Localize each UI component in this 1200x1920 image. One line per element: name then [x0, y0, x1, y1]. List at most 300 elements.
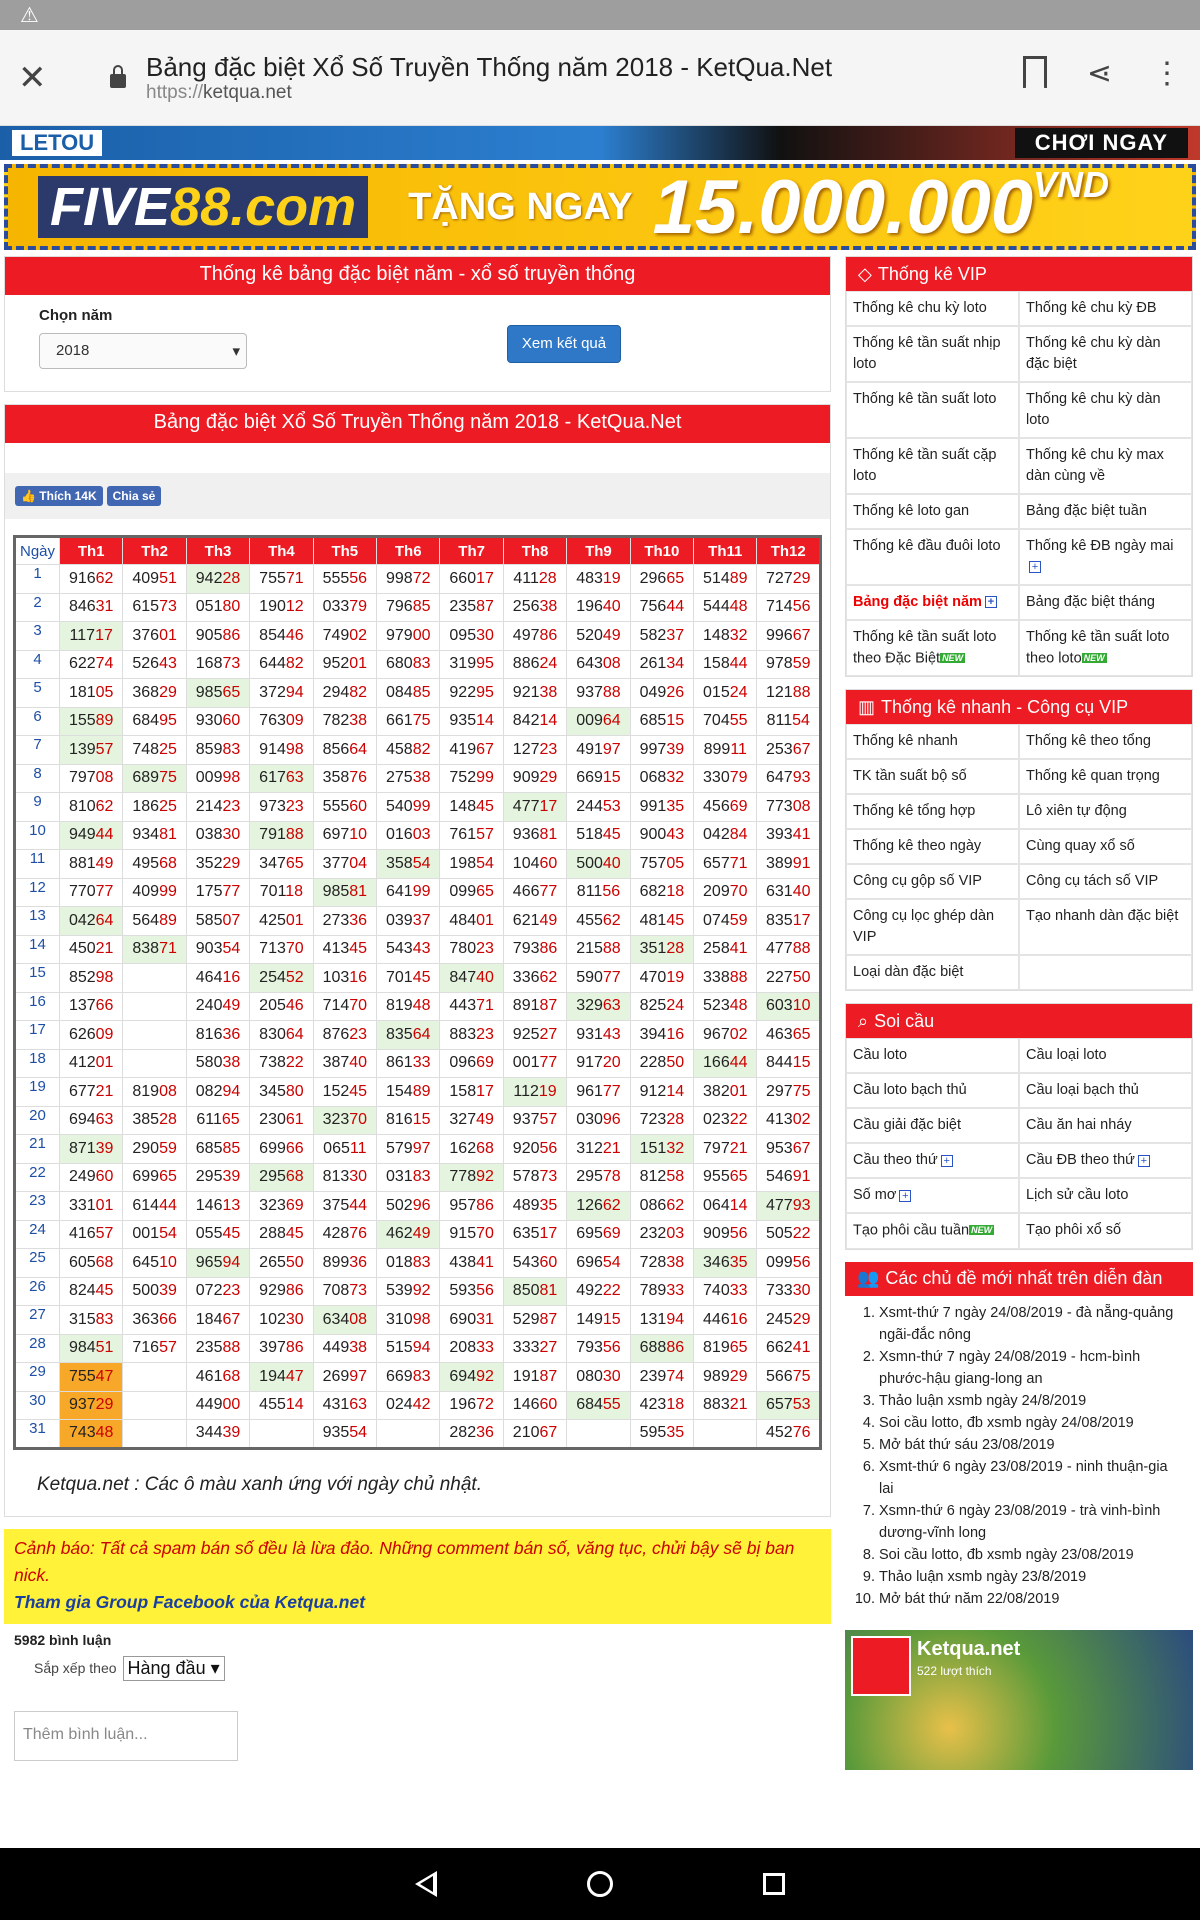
result-suffix: 88 — [729, 968, 748, 986]
result-suffix: 23 — [349, 1025, 368, 1043]
result-suffix: 12 — [285, 598, 304, 616]
expand-icon[interactable]: + — [941, 1155, 953, 1167]
result-prefix: 269 — [322, 1367, 350, 1385]
table-row — [15, 1192, 821, 1221]
result-suffix: 23 — [476, 940, 494, 958]
result-cell — [694, 565, 757, 594]
soicau-item[interactable]: Cầu loại bạch thủ — [1019, 1073, 1192, 1108]
result-prefix: 413 — [322, 940, 350, 958]
result-prefix: 209 — [703, 883, 730, 901]
quick-item[interactable]: Thống kê theo ngày — [846, 829, 1019, 864]
facebook-page-card[interactable] — [845, 1630, 1193, 1770]
vip-item[interactable]: Thống kê chu kỳ max dàn cùng về — [1019, 438, 1192, 494]
table-row — [15, 992, 821, 1021]
result-suffix: 03 — [412, 826, 431, 844]
result-cell — [250, 1106, 313, 1135]
result-prefix: 492 — [576, 1282, 603, 1300]
result-cell — [250, 707, 313, 736]
result-cell — [440, 622, 503, 651]
result-prefix: 376 — [132, 626, 160, 644]
forum-topic-link[interactable]: 8. Soi cầu lotto, đb xsmb ngày 23/08/2019 — [879, 1544, 1185, 1566]
result-cell — [503, 1135, 566, 1164]
result-cell — [60, 1363, 123, 1392]
result-suffix: 22 — [792, 1225, 811, 1243]
result-prefix: 842 — [512, 712, 540, 730]
result-prefix: 696 — [576, 1253, 603, 1271]
result-suffix: 86 — [476, 1196, 494, 1214]
result-cell — [377, 650, 440, 679]
result-prefix: 256 — [512, 598, 540, 616]
result-prefix: 838 — [132, 940, 160, 958]
day-cell: 27 — [15, 1306, 60, 1335]
ad-banner-letou[interactable] — [0, 126, 1200, 160]
result-prefix: 952 — [322, 655, 350, 673]
result-cell — [757, 1106, 821, 1135]
day-cell: 16 — [15, 992, 60, 1021]
result-prefix: 626 — [68, 1025, 96, 1043]
result-cell — [377, 1049, 440, 1078]
result-cell — [440, 907, 503, 936]
result-cell — [123, 1391, 186, 1420]
result-cell — [440, 992, 503, 1021]
result-cell — [503, 1363, 566, 1392]
result-cell — [377, 679, 440, 708]
soicau-item[interactable]: Cầu loto bạch thủ — [846, 1073, 1019, 1108]
result-suffix: 30 — [285, 1310, 304, 1328]
vip-item[interactable]: Thống kê tần suất loto theo Đặc Biệt NEW — [846, 620, 1019, 676]
ad-cta: CHƠI NGAY — [1015, 128, 1188, 158]
result-prefix: 282 — [449, 1424, 477, 1442]
result-prefix: 068 — [639, 769, 667, 787]
result-cell — [503, 1078, 566, 1107]
result-prefix: 716 — [132, 1339, 160, 1357]
vip-item[interactable]: Bảng đặc biệt tuần — [1019, 494, 1192, 529]
vip-item[interactable]: Thống kê chu kỳ dàn đặc biệt — [1019, 326, 1192, 382]
result-cell — [123, 764, 186, 793]
result-cell — [503, 764, 566, 793]
forum-topic-link[interactable]: 1. Xsmt-thứ 7 ngày 24/08/2019 - đà nẵng-quảng ngãi-đắc nông — [879, 1302, 1185, 1346]
result-suffix: 43 — [602, 1025, 621, 1043]
result-prefix: 158 — [449, 1082, 477, 1100]
android-nav-bar — [0, 1848, 1200, 1920]
result-prefix: 791 — [259, 826, 286, 844]
result-suffix: 57 — [95, 740, 114, 758]
result-prefix: 351 — [639, 940, 667, 958]
expand-icon[interactable]: + — [1138, 1155, 1150, 1167]
quick-item[interactable]: Lô xiên tự động — [1019, 794, 1192, 829]
result-prefix: 254 — [259, 968, 286, 986]
column-header: Th11 — [694, 537, 757, 565]
result-cell — [757, 736, 821, 765]
result-suffix: 95 — [159, 712, 177, 730]
result-prefix: 846 — [68, 598, 96, 616]
result-prefix: 677 — [68, 1082, 96, 1100]
soicau-item[interactable]: Số mơ + — [846, 1178, 1019, 1213]
result-cell — [694, 764, 757, 793]
result-suffix: 63 — [95, 1111, 114, 1129]
result-prefix: 477 — [512, 797, 540, 815]
result-prefix: 916 — [68, 569, 96, 587]
result-cell — [250, 907, 313, 936]
facebook-group-link[interactable]: Tham gia Group Facebook của Ketqua.net — [14, 1591, 366, 1612]
forum-topic-link[interactable]: 7. Xsmn-thứ 6 ngày 23/08/2019 - trà vinh-bình dương-vĩnh long — [879, 1500, 1185, 1544]
result-suffix: 21 — [95, 940, 114, 958]
result-suffix: 28 — [159, 1111, 177, 1129]
quick-item[interactable]: TK tần suất bộ số — [846, 759, 1019, 794]
result-suffix: 76 — [349, 769, 368, 787]
result-cell — [567, 1049, 630, 1078]
result-cell — [377, 1334, 440, 1363]
result-suffix: 49 — [539, 911, 558, 929]
result-prefix: 694 — [449, 1367, 477, 1385]
result-cell — [567, 1334, 630, 1363]
sort-dropdown[interactable]: Hàng đầu ▾ — [123, 1656, 225, 1681]
result-prefix: 096 — [449, 1054, 477, 1072]
result-suffix: 74 — [666, 1367, 685, 1385]
result-cell — [503, 736, 566, 765]
result-cell — [567, 1135, 630, 1164]
result-prefix: 543 — [385, 940, 413, 958]
result-cell — [694, 707, 757, 736]
soicau-item[interactable]: Cầu ăn hai nháy — [1019, 1108, 1192, 1143]
result-suffix: 93 — [792, 769, 811, 787]
result-suffix: 92 — [476, 1367, 494, 1385]
result-cell — [567, 907, 630, 936]
spam-warning — [4, 1529, 831, 1624]
result-prefix: 819 — [385, 997, 413, 1015]
forum-topic-link[interactable]: 2. Xsmn-thứ 7 ngày 24/08/2019 - hcm-bình phước-hậu giang-long an — [879, 1346, 1185, 1390]
day-cell: 31 — [15, 1420, 60, 1449]
result-cell — [313, 1049, 376, 1078]
result-prefix: 372 — [259, 683, 286, 701]
address-area[interactable] — [146, 52, 832, 104]
result-suffix: 40 — [349, 1054, 368, 1072]
result-suffix: 48 — [412, 997, 431, 1015]
result-suffix: 16 — [666, 1025, 685, 1043]
quick-item[interactable]: Thống kê tổng hợp — [846, 794, 1019, 829]
result-cell — [694, 1135, 757, 1164]
result-cell — [567, 565, 630, 594]
result-prefix: 635 — [512, 1225, 540, 1243]
result-prefix: 099 — [449, 883, 477, 901]
result-cell — [757, 992, 821, 1021]
result-prefix: 657 — [703, 854, 730, 872]
result-cell — [60, 1135, 123, 1164]
result-cell — [123, 992, 186, 1021]
result-suffix: 68 — [476, 1139, 494, 1157]
result-suffix: 87 — [539, 1367, 558, 1385]
result-prefix: 336 — [512, 968, 540, 986]
result-prefix: 909 — [703, 1225, 730, 1243]
vip-item[interactable]: Bảng đặc biệt tháng — [1019, 585, 1192, 620]
result-prefix: 579 — [385, 1139, 413, 1157]
day-cell: 19 — [15, 1078, 60, 1107]
quick-item[interactable]: Tạo nhanh dàn đặc biệt — [1019, 899, 1192, 955]
soicau-item[interactable]: Lịch sử cầu loto — [1019, 1178, 1192, 1213]
result-prefix: 462 — [385, 1225, 413, 1243]
expand-icon[interactable]: + — [1029, 561, 1041, 573]
forum-topic-link[interactable]: 5. Mở bát thứ sáu 23/08/2019 — [879, 1434, 1185, 1456]
result-suffix: 19 — [666, 968, 685, 986]
forum-topic-link[interactable]: 3. Thảo luận xsmb ngày 24/8/2019 — [879, 1390, 1185, 1412]
result-cell — [377, 935, 440, 964]
vip-item[interactable]: Bảng đặc biệt năm + — [846, 585, 1019, 620]
result-prefix: 660 — [449, 569, 477, 587]
forum-topic-link[interactable]: 4. Soi cầu lotto, đb xsmb ngày 24/08/2019 — [879, 1412, 1185, 1434]
view-results-button[interactable]: Xem kết quả — [507, 325, 621, 363]
result-suffix: 54 — [602, 1253, 621, 1271]
result-cell — [60, 935, 123, 964]
result-suffix: 64 — [285, 1025, 304, 1043]
expand-icon[interactable]: + — [985, 596, 997, 608]
result-prefix: 455 — [259, 1396, 286, 1414]
result-prefix: 290 — [132, 1139, 160, 1157]
result-suffix: 14 — [539, 712, 558, 730]
quick-item[interactable]: Thống kê theo tổng — [1019, 724, 1192, 759]
result-cell — [186, 935, 249, 964]
soicau-item[interactable]: Cầu giải đặc biệt — [846, 1108, 1019, 1143]
result-prefix: 991 — [639, 797, 667, 815]
vip-item[interactable]: Thống kê loto gan — [846, 494, 1019, 529]
quick-item[interactable]: Loại dàn đặc biệt — [846, 955, 1019, 990]
result-prefix: 566 — [765, 1367, 793, 1385]
result-cell — [757, 850, 821, 879]
table-row — [15, 1220, 821, 1249]
result-cell — [313, 1306, 376, 1335]
fb-like-button[interactable]: 👍 Thích 14K — [15, 486, 103, 506]
result-suffix: 86 — [222, 626, 241, 644]
result-prefix: 273 — [322, 911, 350, 929]
result-suffix: 67 — [792, 1139, 811, 1157]
soicau-item[interactable]: Cầu loto — [846, 1038, 1019, 1073]
result-cell — [377, 793, 440, 822]
year-filter-panel — [4, 256, 831, 392]
result-cell — [503, 1163, 566, 1192]
table-row — [15, 679, 821, 708]
result-cell — [186, 736, 249, 765]
table-row — [15, 1021, 821, 1050]
result-cell — [757, 622, 821, 651]
bookmark-icon[interactable] — [1023, 56, 1047, 88]
result-cell — [630, 565, 693, 594]
result-suffix: 68 — [95, 1253, 114, 1271]
result-suffix: 86 — [285, 1282, 304, 1300]
soicau-item[interactable]: Cầu theo thứ + — [846, 1143, 1019, 1178]
result-prefix: 684 — [132, 712, 160, 730]
year-label: Chọn năm — [39, 307, 113, 324]
result-prefix: 985 — [195, 683, 223, 701]
result-cell — [60, 1163, 123, 1192]
result-cell — [503, 1220, 566, 1249]
result-suffix: 54 — [159, 1225, 177, 1243]
soicau-item[interactable]: Tạo phôi cầu tuần NEW — [846, 1213, 1019, 1248]
result-cell — [757, 764, 821, 793]
result-cell — [186, 1220, 249, 1249]
result-suffix: 70 — [285, 940, 304, 958]
home-icon[interactable] — [587, 1871, 613, 1897]
vip-item[interactable]: Thống kê chu kỳ dàn loto — [1019, 382, 1192, 438]
result-suffix: 81 — [349, 883, 368, 901]
fb-share-button[interactable]: Chia sẻ — [107, 486, 162, 506]
result-suffix: 09 — [95, 1025, 114, 1043]
result-cell — [630, 707, 693, 736]
result-cell — [630, 736, 693, 765]
result-prefix: 937 — [68, 1396, 96, 1414]
result-cell — [757, 1135, 821, 1164]
forum-topic-link[interactable]: 6. Xsmt-thứ 6 ngày 23/08/2019 - ninh thuận-gia lai — [879, 1456, 1185, 1500]
result-cell — [60, 593, 123, 622]
soicau-item[interactable]: Tạo phôi xổ số — [1019, 1213, 1192, 1248]
soicau-item[interactable]: Cầu ĐB theo thứ + — [1019, 1143, 1192, 1178]
result-cell — [757, 1021, 821, 1050]
result-suffix: 60 — [349, 797, 368, 815]
result-suffix: 62 — [95, 569, 114, 587]
result-prefix: 544 — [703, 598, 730, 616]
ketqua-logo — [851, 1636, 911, 1696]
result-suffix: 40 — [602, 854, 621, 872]
result-prefix: 824 — [68, 1282, 96, 1300]
result-cell — [630, 1192, 693, 1221]
result-suffix: 94 — [222, 1082, 241, 1100]
result-prefix: 463 — [765, 1025, 793, 1043]
day-cell: 3 — [15, 622, 60, 651]
result-prefix: 755 — [68, 1367, 96, 1385]
result-prefix: 295 — [259, 1168, 286, 1186]
quick-item[interactable]: Thống kê nhanh — [846, 724, 1019, 759]
result-suffix: 85 — [222, 1139, 241, 1157]
vip-item[interactable]: Thống kê đầu đuôi loto — [846, 529, 1019, 585]
result-cell — [694, 650, 757, 679]
result-suffix: 15 — [602, 769, 621, 787]
result-cell — [757, 964, 821, 993]
result-suffix: 31 — [476, 1310, 494, 1328]
result-prefix: 409 — [132, 883, 160, 901]
result-suffix: 70 — [349, 1111, 368, 1129]
result-prefix: 934 — [132, 826, 160, 844]
result-suffix: 35 — [666, 797, 685, 815]
result-prefix: 428 — [322, 1225, 350, 1243]
table-row — [15, 1078, 821, 1107]
comment-input[interactable]: Thêm bình luận... — [14, 1711, 238, 1761]
result-suffix: 77 — [539, 883, 558, 901]
result-cell — [440, 935, 503, 964]
result-prefix: 645 — [132, 1253, 160, 1271]
column-header: Th7 — [440, 537, 503, 565]
result-prefix: 015 — [703, 683, 730, 701]
table-row — [15, 850, 821, 879]
result-cell — [60, 764, 123, 793]
result-prefix: 387 — [322, 1054, 350, 1072]
result-cell — [503, 1277, 566, 1306]
share-icon[interactable]: ⋖ — [1086, 57, 1112, 90]
result-suffix: 35 — [729, 1253, 748, 1271]
result-cell — [694, 1163, 757, 1192]
result-prefix: 847 — [449, 968, 477, 986]
expand-icon[interactable]: + — [899, 1190, 911, 1202]
result-suffix: 94 — [412, 1339, 431, 1357]
result-suffix: 01 — [95, 1054, 114, 1072]
result-suffix: 61 — [285, 1111, 304, 1129]
quick-item[interactable]: Thống kê quan trọng — [1019, 759, 1192, 794]
back-icon[interactable] — [415, 1871, 437, 1897]
result-suffix: 76 — [792, 1424, 811, 1442]
quick-item[interactable]: Công cụ gộp số VIP — [846, 864, 1019, 899]
result-prefix: 449 — [195, 1396, 223, 1414]
result-cell — [440, 821, 503, 850]
vip-item[interactable]: Thống kê chu kỳ ĐB — [1019, 291, 1192, 326]
vip-item[interactable]: Thống kê chu kỳ loto — [846, 291, 1019, 326]
result-prefix: 249 — [68, 1168, 96, 1186]
quick-item[interactable]: Công cụ lọc ghép dàn VIP — [846, 899, 1019, 955]
result-cell — [694, 1391, 757, 1420]
result-prefix: 431 — [322, 1396, 350, 1414]
result-suffix: 72 — [412, 569, 431, 587]
result-prefix: 214 — [195, 797, 223, 815]
vip-item[interactable]: Thống kê ĐB ngày mai+ — [1019, 529, 1192, 585]
result-prefix: 331 — [68, 1196, 96, 1214]
result-cell — [440, 1163, 503, 1192]
result-prefix: 495 — [132, 854, 160, 872]
ad-banner-five88[interactable] — [4, 164, 1196, 250]
result-prefix: 813 — [322, 1168, 350, 1186]
close-icon[interactable]: ✕ — [18, 58, 47, 97]
result-cell — [313, 1391, 376, 1420]
result-prefix: 708 — [322, 1282, 350, 1300]
vip-item[interactable]: Thống kê tần suất loto theo loto NEW — [1019, 620, 1192, 676]
result-prefix: 949 — [68, 826, 96, 844]
recents-icon[interactable] — [763, 1873, 785, 1895]
result-suffix: 13 — [222, 1196, 241, 1214]
year-select[interactable]: 2018 ▾ — [39, 333, 247, 369]
result-prefix: 103 — [322, 968, 350, 986]
result-suffix: 77 — [539, 1054, 558, 1072]
result-prefix: 072 — [195, 1282, 223, 1300]
soicau-item[interactable]: Cầu loại loto — [1019, 1038, 1192, 1073]
quick-item[interactable]: Công cụ tách số VIP — [1019, 864, 1192, 899]
result-cell — [567, 935, 630, 964]
forum-topic-link[interactable]: 10. Mở bát thứ năm 22/08/2019 — [879, 1588, 1185, 1610]
result-cell — [694, 935, 757, 964]
result-prefix: 148 — [449, 797, 477, 815]
result-suffix: 54 — [222, 940, 241, 958]
more-menu-icon[interactable]: ⋮ — [1152, 57, 1182, 90]
vip-item[interactable]: Thống kê tần suất nhịp loto — [846, 326, 1019, 382]
result-prefix: 661 — [385, 712, 413, 730]
result-suffix: 54 — [349, 1424, 368, 1442]
result-prefix: 363 — [132, 1310, 160, 1328]
result-suffix: 83 — [95, 1310, 114, 1328]
result-prefix: 967 — [703, 1025, 730, 1043]
result-suffix: 62 — [602, 1196, 621, 1214]
day-cell: 12 — [15, 878, 60, 907]
result-cell — [313, 1249, 376, 1278]
result-cell — [440, 565, 503, 594]
forum-topic-link[interactable]: 9. Thảo luận xsmb ngày 23/8/2019 — [879, 1566, 1185, 1588]
result-cell — [123, 650, 186, 679]
quick-item[interactable]: Cùng quay xổ số — [1019, 829, 1192, 864]
vip-item[interactable]: Thống kê tần suất cặp loto — [846, 438, 1019, 494]
result-cell — [694, 1192, 757, 1221]
new-badge: NEW — [942, 653, 964, 663]
result-cell — [250, 821, 313, 850]
result-prefix: 294 — [322, 683, 350, 701]
result-prefix: 647 — [765, 769, 793, 787]
result-cell — [503, 1021, 566, 1050]
column-header: Th8 — [503, 537, 566, 565]
vip-item[interactable]: Thống kê tần suất loto — [846, 382, 1019, 438]
result-cell — [630, 679, 693, 708]
result-cell — [250, 964, 313, 993]
